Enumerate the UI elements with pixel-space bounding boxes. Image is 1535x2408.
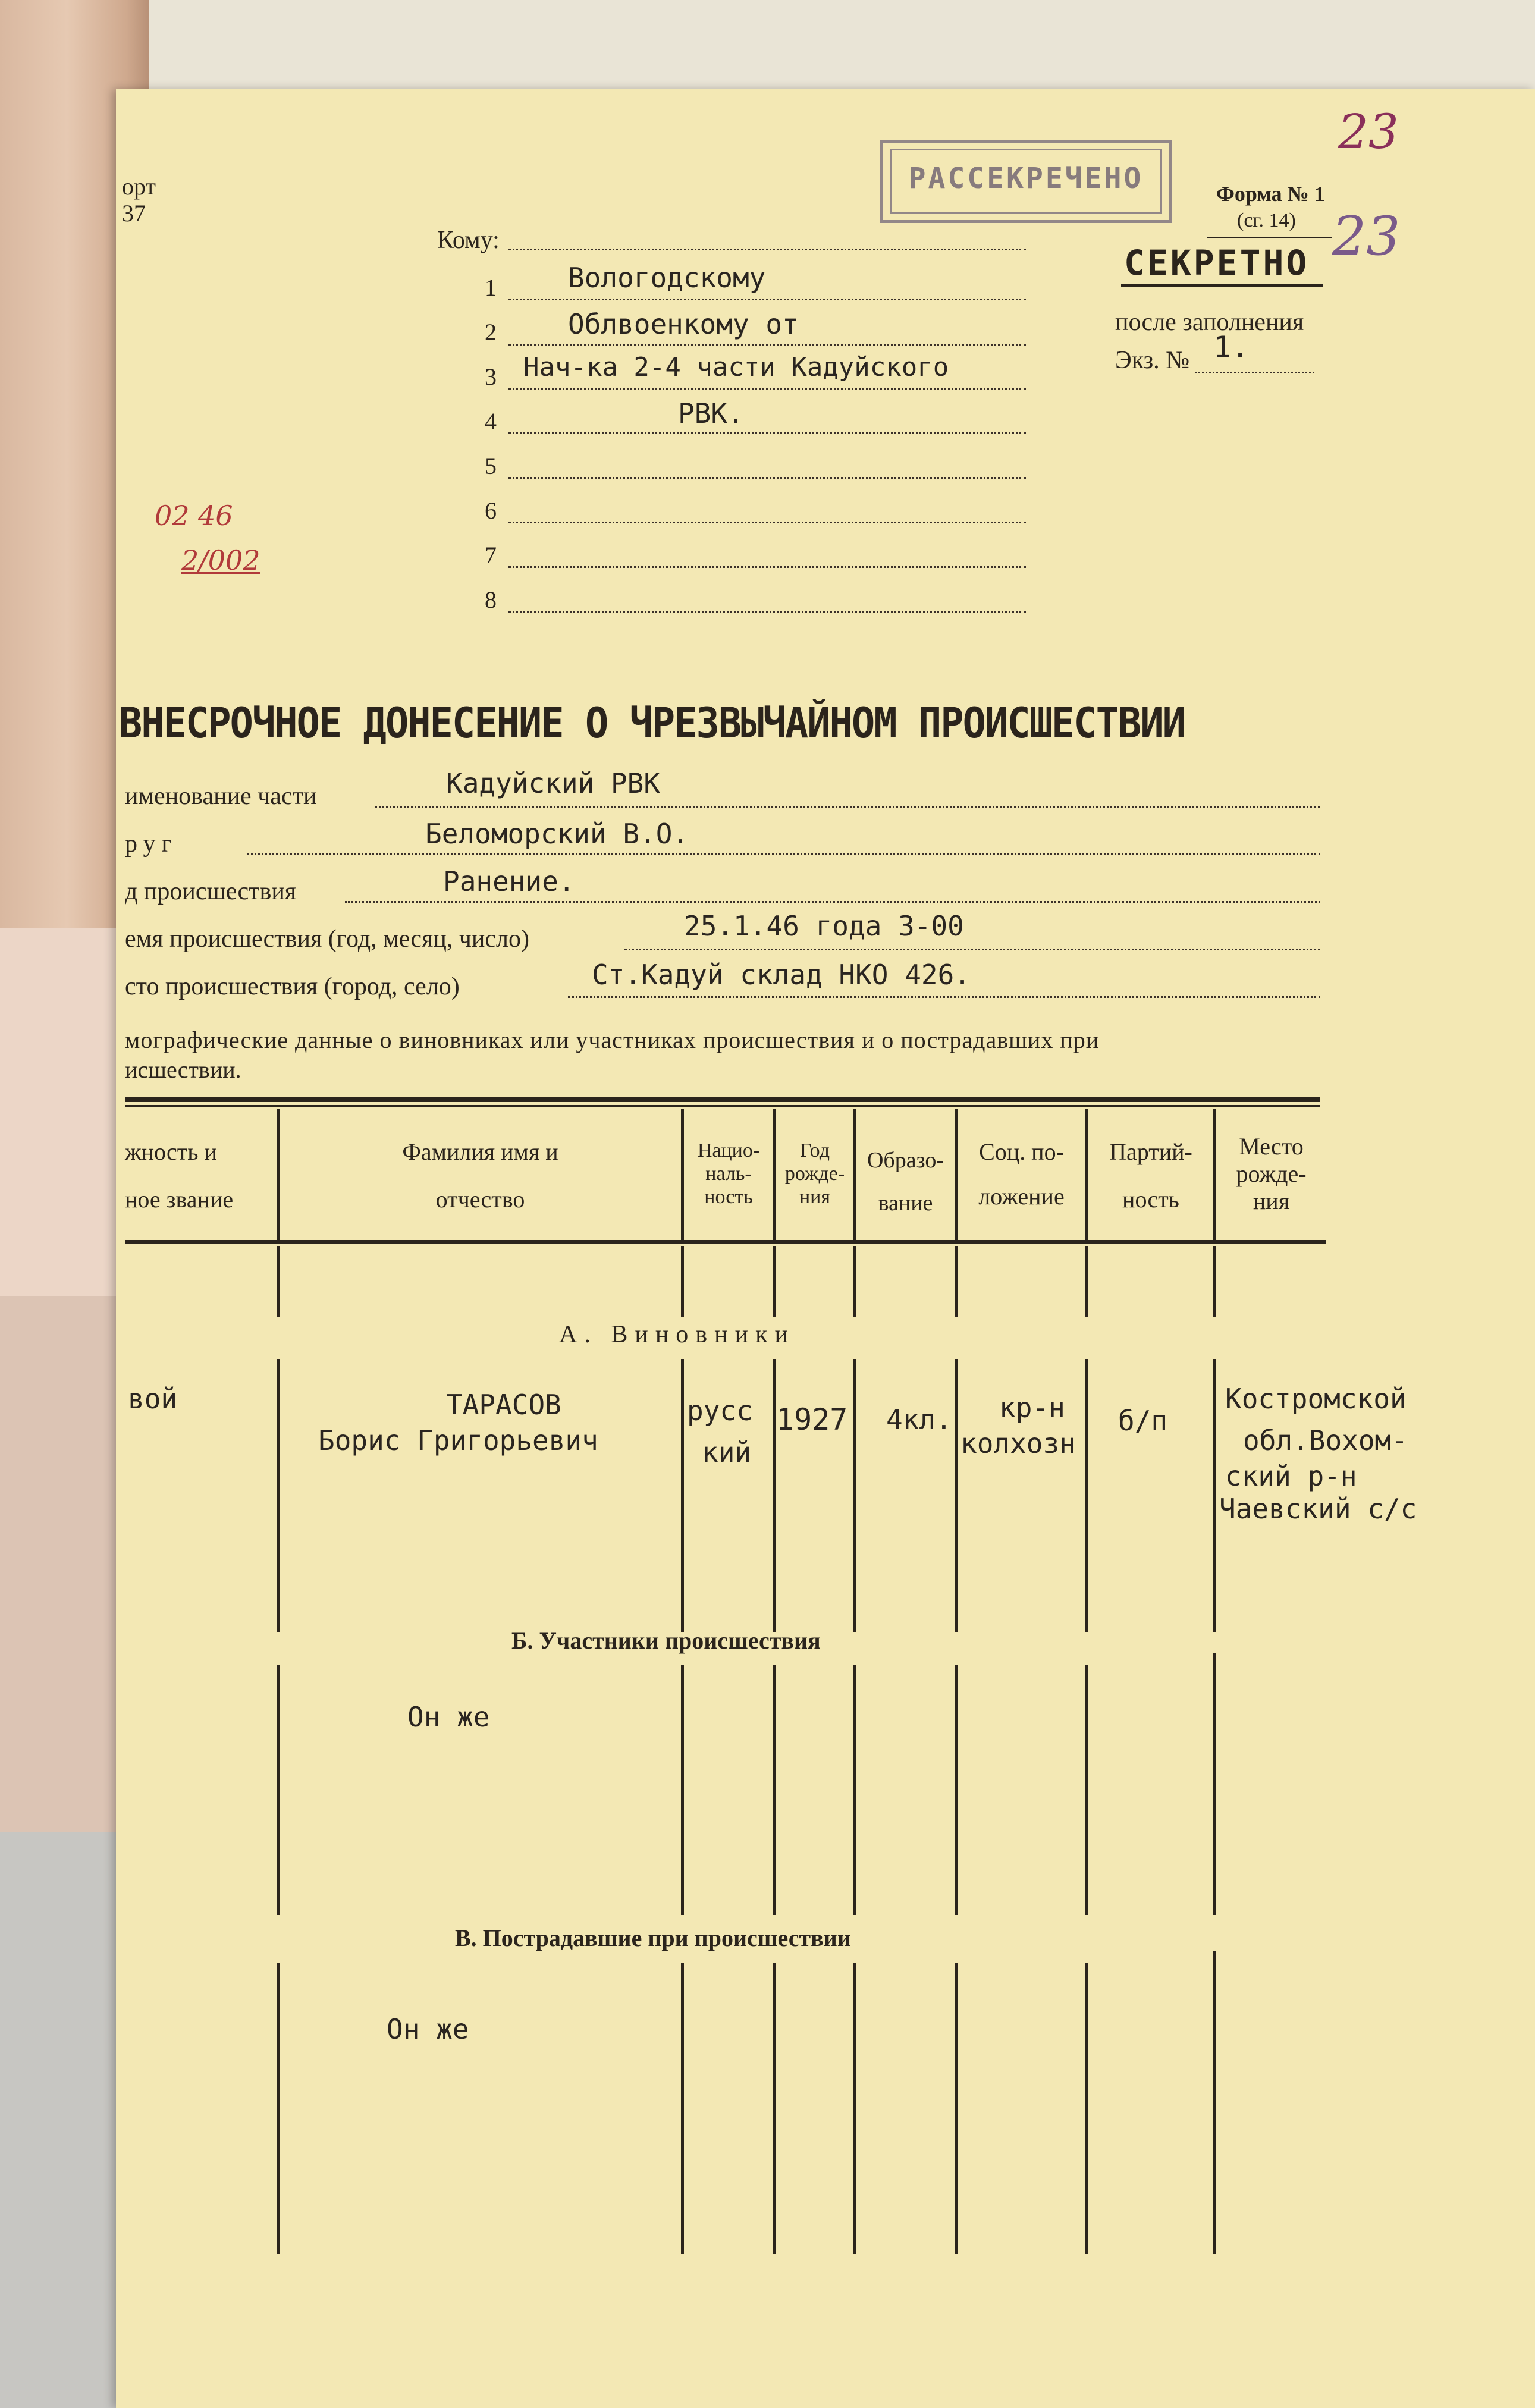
- field-line: [624, 949, 1320, 950]
- table-col-line: [277, 1246, 280, 1317]
- binder-strip: [0, 1296, 128, 1832]
- table-top-rule: [125, 1105, 1320, 1107]
- form-divider: [1207, 237, 1332, 238]
- col-header-position: ное звание: [125, 1186, 234, 1213]
- col-header-birth-year: Год рожде- ния: [784, 1139, 845, 1208]
- binder-strip: [0, 1832, 128, 2408]
- col-header-position: жность и: [125, 1138, 217, 1165]
- cell-name: Борис Григорьевич: [318, 1424, 598, 1456]
- col-header-education: Образо- вание: [867, 1148, 944, 1216]
- table-col-line: [1213, 1246, 1216, 1317]
- address-line: [508, 611, 1026, 613]
- after-fill-label: после заполнения: [1115, 309, 1304, 336]
- cell-social: колхозн: [960, 1427, 1076, 1459]
- cell-participants: Он же: [407, 1701, 490, 1733]
- field-value: Беломорский В.О.: [425, 818, 689, 850]
- form-sheet: (сг. 14): [1237, 209, 1296, 231]
- table-col-line: [773, 1246, 776, 1317]
- col-header-nationality: Нацио- наль- ность: [697, 1139, 760, 1208]
- section-c-title: В. Пострадавшие при происшествии: [455, 1924, 851, 1951]
- table-top-rule: [125, 1097, 1320, 1102]
- cell-birthplace: Костромской: [1225, 1383, 1407, 1415]
- table-col-line: [853, 1963, 856, 2254]
- table-col-line: [1085, 1246, 1088, 1317]
- field-value: 25.1.46 года 3-00: [684, 910, 964, 942]
- col-header-social: Соц. по-: [979, 1138, 1064, 1165]
- margin-fragment: орт: [122, 173, 156, 200]
- table-col-line: [955, 1359, 958, 1632]
- table-col-line: [277, 1665, 280, 1915]
- address-line-text: РВК.: [678, 397, 744, 429]
- field-value: Кадуйский РВК: [446, 767, 661, 799]
- table-col-line: [277, 1359, 280, 1632]
- table-col-line: [681, 1963, 684, 2254]
- binder-strip: [0, 928, 128, 1296]
- field-line: [345, 901, 1320, 903]
- table-col-line: [853, 1665, 856, 1915]
- table-col-line: [955, 1665, 958, 1915]
- address-line: [508, 477, 1026, 479]
- address-line-text: Нач-ка 2-4 части Кадуйского: [523, 352, 949, 382]
- address-line-no: 4: [485, 408, 497, 435]
- field-label: емя происшествия (год, месяц, число): [125, 925, 529, 953]
- address-line-no: 2: [485, 319, 497, 346]
- to-line: [508, 249, 1026, 250]
- field-label: именование части: [125, 783, 317, 810]
- handwritten-numbers: 02 46: [155, 500, 233, 532]
- field-label: сто происшествия (город, село): [125, 973, 460, 1000]
- table-col-line: [681, 1665, 684, 1915]
- address-line-no: 6: [485, 497, 497, 524]
- field-line: [375, 806, 1320, 808]
- cell-social: кр-н: [999, 1392, 1065, 1424]
- address-line-no: 3: [485, 363, 497, 390]
- address-line-no: 1: [485, 274, 497, 301]
- table-col-line: [681, 1359, 684, 1632]
- handwritten-ref: 2/002: [181, 544, 260, 576]
- table-col-line: [955, 1109, 958, 1240]
- table-col-line: [853, 1359, 856, 1632]
- declassified-stamp: РАССЕКРЕЧЕНО: [880, 140, 1172, 223]
- cell-victims: Он же: [387, 2013, 469, 2045]
- table-col-line: [773, 1665, 776, 1915]
- margin-fragment: 37: [122, 200, 146, 227]
- address-line-text: Облвоенкому от: [568, 308, 799, 340]
- table-col-line: [1213, 1951, 1216, 2254]
- field-line: [568, 996, 1320, 998]
- address-line-text: Вологодскому: [568, 262, 766, 294]
- document-sheet: [116, 89, 1535, 2408]
- table-col-line: [1085, 1109, 1088, 1240]
- cell-birthplace: ский р-н: [1225, 1460, 1357, 1492]
- table-col-line: [277, 1963, 280, 2254]
- field-value: Ранение.: [443, 865, 575, 897]
- address-line: [508, 344, 1026, 346]
- cell-birth-year: 1927: [776, 1402, 848, 1437]
- address-line-no: 8: [485, 586, 497, 613]
- table-col-line: [1085, 1665, 1088, 1915]
- address-line-no: 5: [485, 453, 497, 479]
- cell-birthplace: Чаевский с/с: [1219, 1493, 1417, 1525]
- bio-note: исшествии.: [125, 1056, 241, 1083]
- cell-birthplace: обл.Вохом-: [1243, 1424, 1408, 1456]
- field-label: руг: [125, 830, 178, 858]
- table-col-line: [773, 1359, 776, 1632]
- cell-name: ТАРАСОВ: [446, 1389, 561, 1421]
- corner-mark-2: 23: [1332, 205, 1401, 268]
- table-col-line: [1213, 1653, 1216, 1915]
- secret-underline: [1121, 284, 1323, 287]
- copy-number: 1.: [1213, 330, 1250, 365]
- col-header-birthplace: Место рожде- ния: [1236, 1133, 1307, 1214]
- secret-label: СЕКРЕТНО: [1124, 243, 1310, 283]
- document-title: ВНЕСРОЧНОЕ ДОНЕСЕНИЕ О ЧРЕЗВЫЧАЙНОМ ПРОИСШЕСТВИИ: [119, 699, 1185, 748]
- section-b-title: Б. Участники происшествия: [511, 1627, 821, 1654]
- col-header-name: отчество: [435, 1186, 525, 1213]
- copy-label: Экз. №: [1115, 347, 1190, 374]
- cell-position: вой: [128, 1383, 178, 1415]
- address-line: [508, 388, 1026, 390]
- address-line: [508, 432, 1026, 434]
- copy-line: [1195, 372, 1314, 373]
- form-number: Форма № 1: [1216, 182, 1325, 206]
- address-line: [508, 522, 1026, 523]
- corner-mark: 23: [1338, 104, 1399, 159]
- table-col-line: [853, 1246, 856, 1317]
- field-value: Ст.Кадуй склад НКО 426.: [592, 959, 971, 991]
- address-line: [508, 566, 1026, 568]
- to-label: Кому:: [437, 227, 500, 254]
- table-col-line: [277, 1109, 280, 1240]
- table-col-line: [1085, 1963, 1088, 2254]
- cell-nationality: кий: [702, 1436, 752, 1468]
- table-col-line: [1085, 1359, 1088, 1632]
- table-col-line: [681, 1246, 684, 1317]
- field-line: [247, 853, 1320, 855]
- cell-education: 4кл.: [886, 1404, 952, 1436]
- cell-party: б/п: [1118, 1405, 1168, 1437]
- table-col-line: [955, 1963, 958, 2254]
- col-header-name: Фамилия имя и: [402, 1138, 558, 1165]
- table-header-rule: [125, 1240, 1326, 1244]
- address-line-no: 7: [485, 542, 497, 569]
- address-line: [508, 299, 1026, 300]
- table-col-line: [955, 1246, 958, 1317]
- col-header-party: Партий-: [1109, 1138, 1192, 1165]
- cell-nationality: русс: [687, 1395, 753, 1427]
- col-header-party: ность: [1122, 1186, 1179, 1213]
- col-header-social: ложение: [978, 1183, 1065, 1210]
- table-col-line: [1213, 1359, 1216, 1632]
- bio-note: мографические данные о виновниках или участниках происшествия и о пострадавших при: [125, 1026, 1100, 1053]
- table-col-line: [773, 1963, 776, 2254]
- field-label: д происшествия: [125, 878, 297, 905]
- section-a-title: А. Виновники: [559, 1321, 795, 1348]
